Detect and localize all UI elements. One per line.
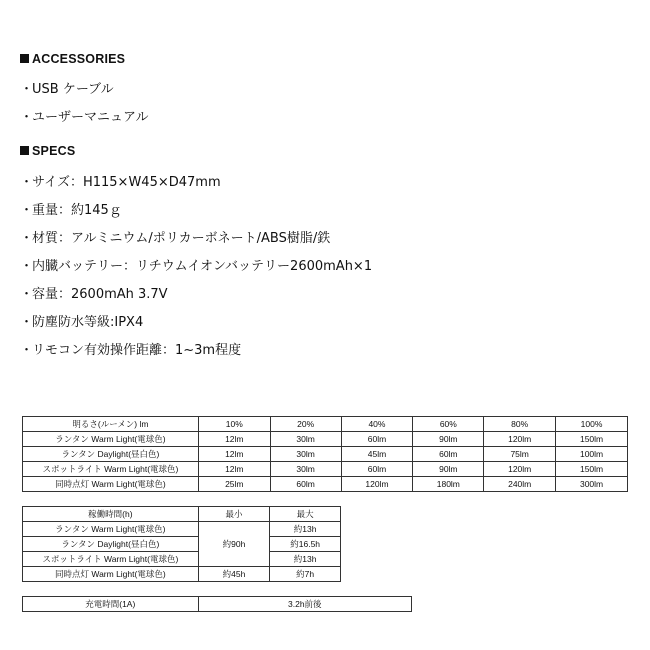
table-cell: 120lm <box>484 432 556 447</box>
square-bullet-icon <box>20 146 29 155</box>
spec-text: 材質：アルミニウム/ポリカーボネート/ABS樹脂/鉄 <box>32 231 331 246</box>
table-cell: 12lm <box>198 432 270 447</box>
table-cell: 240lm <box>484 477 556 492</box>
table-row <box>23 567 341 582</box>
table-cell: 30lm <box>270 432 341 447</box>
accessory-item <box>20 106 148 125</box>
table-cell: 100lm <box>556 447 628 462</box>
bullet-dot-icon: ・ <box>20 203 34 218</box>
table-cell: 100% <box>556 417 628 432</box>
table-cell: 60lm <box>270 477 341 492</box>
accessory-text: ユーザーマニュアル <box>32 110 149 125</box>
accessory-text: USB ケーブル <box>32 82 114 97</box>
specs-title: SPECS <box>32 144 76 158</box>
table-cell: 3.2h前後 <box>198 597 411 612</box>
bullet-dot-icon: ・ <box>20 343 34 358</box>
table-header-row <box>23 417 628 432</box>
spec-item <box>20 311 143 330</box>
table-cell: 80% <box>484 417 556 432</box>
table-cell: ランタン Warm Light(電球色) <box>23 522 199 537</box>
table-cell: 最大 <box>270 507 341 522</box>
table-cell: 120lm <box>341 477 413 492</box>
table-cell: 90lm <box>413 462 484 477</box>
spec-item <box>20 199 122 218</box>
table-cell-merged: 約90h <box>198 522 270 567</box>
table-cell: 180lm <box>413 477 484 492</box>
accessories-heading <box>20 52 125 66</box>
table-row <box>23 537 341 552</box>
table-cell: 12lm <box>198 462 270 477</box>
table-cell: ランタン Warm Light(電球色) <box>23 432 199 447</box>
table-cell: スポットライト Warm Light(電球色) <box>23 552 199 567</box>
accessories-title: ACCESSORIES <box>32 52 126 66</box>
table-cell: 60lm <box>341 432 413 447</box>
specs-heading <box>20 144 75 158</box>
table-cell: 稼働時間(h) <box>23 507 199 522</box>
table-cell: 明るさ(ルーメン) lm <box>23 417 199 432</box>
table-cell: 60lm <box>341 462 413 477</box>
spec-text: リモコン有効操作距離：1~3m程度 <box>32 343 242 358</box>
table-cell: 最小 <box>198 507 270 522</box>
table-cell: 90lm <box>413 432 484 447</box>
table-row <box>23 522 341 537</box>
table-cell: 300lm <box>556 477 628 492</box>
spec-text: 防塵防水等級:IPX4 <box>32 315 144 330</box>
table-cell: 150lm <box>556 432 628 447</box>
table-row <box>23 447 628 462</box>
table-row <box>23 462 628 477</box>
table-cell: ランタン Daylight(昼白色) <box>23 537 199 552</box>
table-cell: 45lm <box>341 447 413 462</box>
bullet-dot-icon: ・ <box>20 110 34 125</box>
table-row <box>23 432 628 447</box>
table-row <box>23 552 341 567</box>
table-cell: 12lm <box>198 447 270 462</box>
table-cell: 30lm <box>270 462 341 477</box>
table-cell: 60% <box>413 417 484 432</box>
spec-item <box>20 255 372 274</box>
table-row <box>23 597 412 612</box>
spec-item <box>20 227 330 246</box>
bullet-dot-icon: ・ <box>20 259 34 274</box>
brightness-table <box>22 416 628 492</box>
spec-item <box>20 339 241 358</box>
table-cell: 約45h <box>198 567 270 582</box>
table-cell: 120lm <box>484 462 556 477</box>
table-cell: 同時点灯 Warm Light(電球色) <box>23 567 199 582</box>
table-cell: 20% <box>270 417 341 432</box>
table-cell: スポットライト Warm Light(電球色) <box>23 462 199 477</box>
table-cell: 同時点灯 Warm Light(電球色) <box>23 477 199 492</box>
table-cell: 約13h <box>270 552 341 567</box>
spec-text: 内臓バッテリー：リチウムイオンバッテリー2600mAh×1 <box>32 259 373 274</box>
table-cell: 40% <box>341 417 413 432</box>
bullet-dot-icon: ・ <box>20 82 34 97</box>
accessory-item <box>20 78 114 97</box>
table-cell: 10% <box>198 417 270 432</box>
table-cell: 60lm <box>413 447 484 462</box>
table-cell: 150lm <box>556 462 628 477</box>
table-cell: 約16.5h <box>270 537 341 552</box>
table-cell: 30lm <box>270 447 341 462</box>
spec-text: 容量：2600mAh 3.7V <box>32 287 168 302</box>
charge-table <box>22 596 412 612</box>
table-cell: 約13h <box>270 522 341 537</box>
spec-item <box>20 283 168 302</box>
bullet-dot-icon: ・ <box>20 315 34 330</box>
bullet-dot-icon: ・ <box>20 287 34 302</box>
table-cell: 約7h <box>270 567 341 582</box>
table-row <box>23 477 628 492</box>
spec-text: 重量：約145ｇ <box>32 203 122 218</box>
runtime-table <box>22 506 341 582</box>
spec-item <box>20 171 221 190</box>
square-bullet-icon <box>20 54 29 63</box>
table-header-row <box>23 507 341 522</box>
table-cell: ランタン Daylight(昼白色) <box>23 447 199 462</box>
bullet-dot-icon: ・ <box>20 175 34 190</box>
table-cell: 充電時間(1A) <box>23 597 199 612</box>
bullet-dot-icon: ・ <box>20 231 34 246</box>
table-cell: 75lm <box>484 447 556 462</box>
table-cell: 25lm <box>198 477 270 492</box>
spec-text: サイズ：H115×W45×D47mm <box>32 175 221 190</box>
